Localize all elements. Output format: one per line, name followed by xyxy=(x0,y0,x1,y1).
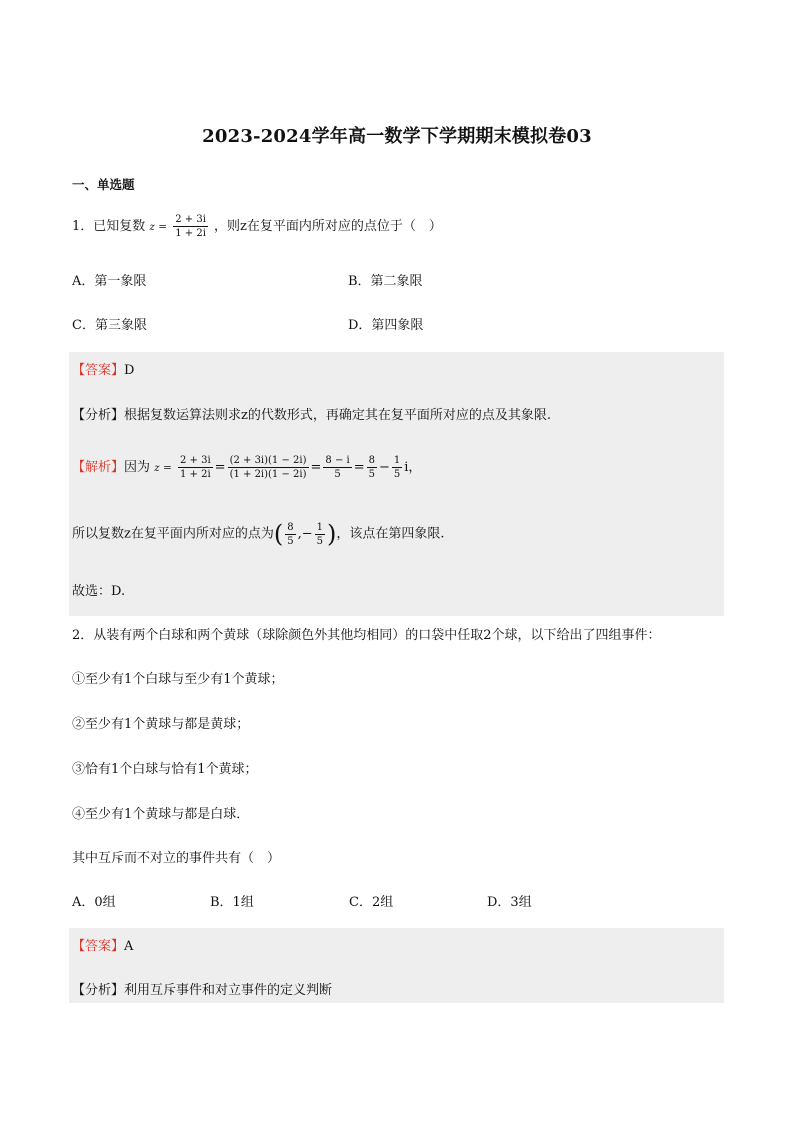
sol-frac-4-den: 5 xyxy=(368,469,375,480)
sol-frac-2-den: (1 + 2i)(1 − 2i) xyxy=(229,469,307,480)
question-1-stem xyxy=(72,214,442,239)
page-title: 2023-2024学年高一数学下学期期末模拟卷03 xyxy=(202,126,592,147)
analysis-tag: 【分析】 xyxy=(72,983,125,998)
answer-value: D xyxy=(124,363,135,378)
answer-tag: 【答案】 xyxy=(72,363,125,378)
q1-solution-box xyxy=(69,352,724,616)
point-frac-2-num: 1 xyxy=(316,521,324,533)
right-paren: ) xyxy=(327,520,337,548)
q2-question: 其中互斥而不对立的事件共有（ ） xyxy=(72,851,281,866)
q2-analysis xyxy=(72,979,332,998)
analysis-tag: 【分析】 xyxy=(72,408,125,423)
q2-item-3: ③恰有1个白球与恰有1个黄球； xyxy=(72,762,258,777)
sol-tail: i， xyxy=(404,460,422,475)
left-paren: ( xyxy=(273,520,284,548)
q2-option-b: B．1组 xyxy=(210,895,254,910)
point-frac-1 xyxy=(285,522,295,547)
point-frac-1-num: 8 xyxy=(287,521,294,533)
sol-frac-3 xyxy=(323,455,351,480)
q1-option-d: D．第四象限 xyxy=(348,318,424,333)
answer-value: A xyxy=(124,939,134,954)
sol-frac-5-den: 5 xyxy=(393,469,401,480)
sol-frac-5 xyxy=(392,455,402,480)
sol-frac-3-num: 8 − i xyxy=(325,455,350,466)
solution-tag: 【解析】 xyxy=(72,460,125,475)
q1-z-eq: z = xyxy=(149,221,168,233)
q1-option-a: A．第一象限 xyxy=(72,274,147,289)
q2-option-d: D．3组 xyxy=(487,895,532,910)
point-frac-2-den: 5 xyxy=(316,535,324,547)
sol-frac-1-den: 1 + 2i xyxy=(179,469,211,480)
q1-fraction xyxy=(173,214,208,239)
point-suffix: ，该点在第四象限. xyxy=(336,526,445,542)
sol-frac-5-num: 1 xyxy=(393,455,401,466)
q1-suffix: ，则z在复平面内所对应的点位于（ ） xyxy=(214,219,442,234)
q1-option-b: B．第二象限 xyxy=(348,274,423,289)
sol-frac-4 xyxy=(367,455,377,480)
sol-frac-4-num: 8 xyxy=(368,455,375,466)
point-prefix: 所以复数z在复平面内所对应的点为 xyxy=(72,526,274,542)
q1-prefix: 1．已知复数 xyxy=(72,219,146,234)
q1-answer xyxy=(72,359,134,378)
answer-tag: 【答案】 xyxy=(72,939,125,954)
sol-frac-2-num: (2 + 3i)(1 − 2i) xyxy=(229,455,307,466)
sol-frac-1-num: 2 + 3i xyxy=(179,455,211,466)
section-heading: 一、单选题 xyxy=(72,177,135,192)
point-frac-1-den: 5 xyxy=(287,535,294,547)
q1-analysis xyxy=(72,404,551,423)
sol-frac-1 xyxy=(178,455,213,480)
q2-answer xyxy=(72,935,133,954)
analysis-text: 根据复数运算法则求z的代数形式，再确定其在复平面所对应的点及其象限. xyxy=(124,408,551,423)
solution-prefix: 因为 xyxy=(124,460,151,475)
question-2-stem: 2．从装有两个白球和两个黄球（球除颜色外其他均相同）的口袋中任取2个球，以下给出了四组事件： xyxy=(72,628,661,643)
q1-frac-den: 1 + 2i xyxy=(175,228,206,239)
q1-frac-num: 2 + 3i xyxy=(175,214,206,225)
q2-item-1: ①至少有1个白球与至少有1个黄球； xyxy=(72,672,284,687)
q1-point: 所以复数z在复平面内所对应的点为( $\frac{8}{5}$ ,− $\frac{1}{5}$ )，该点在第四象限. xyxy=(72,520,445,548)
q2-option-a: A．0组 xyxy=(72,895,116,910)
q2-item-4: ④至少有1个黄球与都是白球． xyxy=(72,807,250,822)
q1-solution: 【解析】因为 z = $\frac{2 + 3i}{1 + 2i}$ = $\frac{(2 + 3i)(1 - 2i)}{(1 + 2i)(1 - 2i)}$ = $\frac{8 - i}{5}$ = $\frac{8}{5}$ − $\frac{1}{5}$ i， xyxy=(72,455,422,480)
point-frac-2 xyxy=(315,522,325,547)
q1-conclusion: 故选：D. xyxy=(72,584,126,599)
sol-frac-2 xyxy=(228,455,309,480)
q2-option-c: C．2组 xyxy=(349,895,394,910)
sol-z-eq: z = xyxy=(154,462,172,474)
sol-frac-3-den: 5 xyxy=(334,469,341,480)
analysis-text: 利用互斥事件和对立事件的定义判断 xyxy=(124,983,333,998)
q2-item-2: ②至少有1个黄球与都是黄球； xyxy=(72,717,250,732)
q1-option-c: C．第三象限 xyxy=(72,318,147,333)
